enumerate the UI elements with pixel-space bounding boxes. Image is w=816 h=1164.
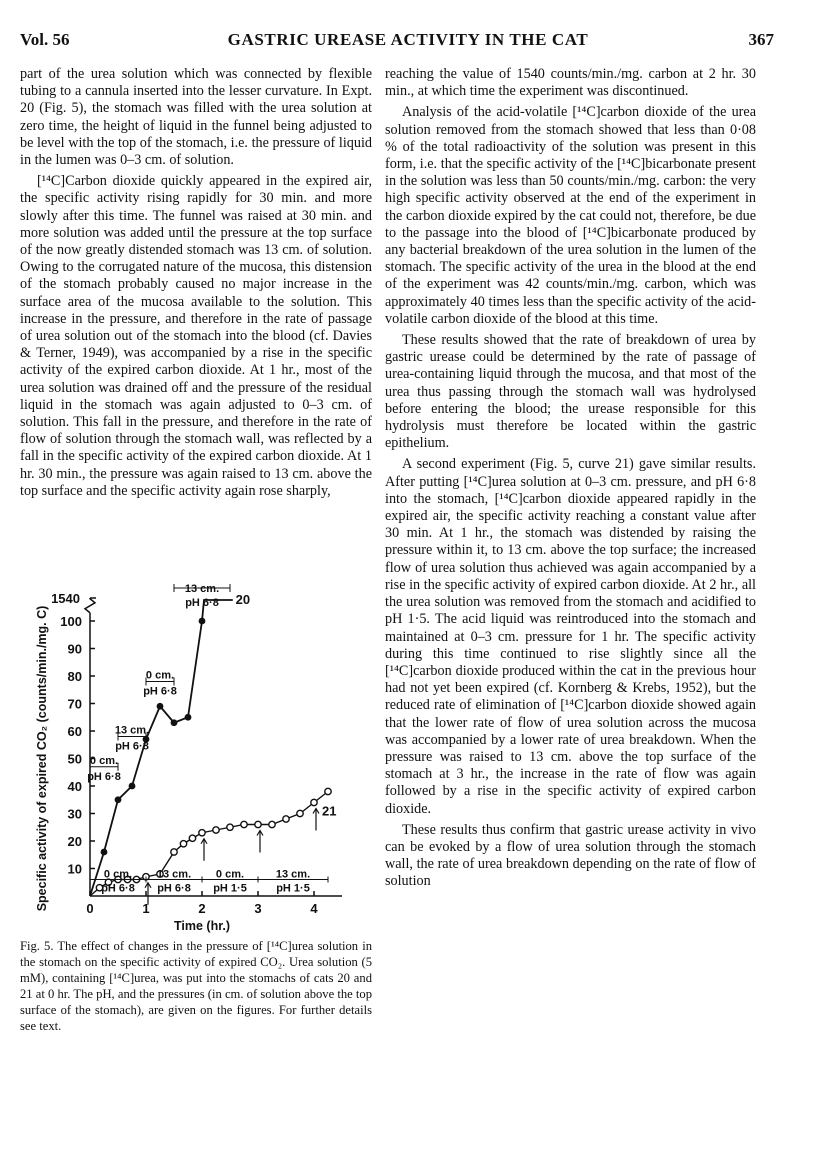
x-tick-label: 4 bbox=[310, 901, 318, 916]
left-column bbox=[20, 66, 372, 504]
annotation-20-pressure: 13 cm. bbox=[184, 583, 220, 595]
right-column bbox=[385, 66, 756, 895]
annotation-21-ph: pH 6·8 bbox=[157, 882, 191, 895]
series-21-point bbox=[189, 835, 195, 841]
series-21-point bbox=[297, 810, 303, 816]
paragraph: part of the urea solution which was connected by flexible tubing to a cannula inserted into the lesser curvature. In Expt. 20 (Fig. 5), the stomach was filled with the urea solution at zero time, the height of liquid in the funnel being adjusted to be level with the top of the stomach, i.e. the pressure of liquid in the lumen was 0–3 cm. of solution. bbox=[20, 66, 372, 169]
caption-text: Fig. 5. The effect of changes in the pressure of [¹⁴C]urea solution in the stomach on the specific activity of expired CO₂. Urea solution (5 mM), containing [¹⁴C]urea, was put into the stomachs of cats 20 and 21 at 0 hr. The pH, and the pressures (in cm. of solution above the top surface of the stomach), are given on the figures. For further details see text. bbox=[20, 939, 372, 1033]
annotation-21-pressure: 0 cm. bbox=[103, 868, 133, 881]
annotation-20-ph: pH 6·8 bbox=[185, 597, 219, 609]
series-20-point bbox=[157, 703, 164, 710]
y-tick-label: 40 bbox=[67, 779, 82, 794]
series-20-point bbox=[129, 783, 136, 790]
annotation-20-ph: pH 6·8 bbox=[115, 740, 149, 753]
annotation-20-pressure: 13 cm. bbox=[114, 724, 150, 737]
x-tick-label: 2 bbox=[198, 901, 206, 916]
annotation-20-ph: pH 6·8 bbox=[87, 770, 121, 783]
annotation-21-pressure: 0 cm. bbox=[215, 868, 245, 881]
series-20-line bbox=[90, 600, 233, 896]
series-21-point bbox=[171, 849, 177, 855]
paragraph: These results showed that the rate of breakdown of urea by gastric urease could be determined by the rate of passage of urea-containing liquid through the mucosa, and that most of the urea thus passing through the stomach wall was hydrolysed before entering the blood; the urease responsible for this hydrolysis must therefore be located within the gastric epithelium. bbox=[385, 332, 756, 452]
paragraph: reaching the value of 1540 counts/min./mg. carbon at 2 hr. 30 min., at which time the experiment was discontinued. bbox=[385, 66, 756, 100]
volume-number: Vol. 56 bbox=[20, 30, 70, 49]
y-break-label: 1540 bbox=[51, 591, 80, 606]
y-axis-break bbox=[85, 598, 95, 613]
series-21-point bbox=[227, 824, 233, 830]
y-tick-label: 10 bbox=[67, 861, 82, 877]
figure-5 bbox=[20, 578, 372, 934]
series-21-point bbox=[283, 816, 289, 822]
series-20-point bbox=[199, 618, 206, 625]
annotation-21-pressure: 13 cm. bbox=[275, 868, 311, 881]
running-title: GASTRIC UREASE ACTIVITY IN THE CAT bbox=[227, 30, 589, 49]
series-20-point bbox=[101, 849, 108, 856]
paragraph: Analysis of the acid-volatile [¹⁴C]carbon dioxide of the urea solution removed from the stomach showed that less than 0·08 % of the total radioactivity of the solution was present in this form, i.e. that the specific activity of the [¹⁴C]bicarbonate present in the solution was less than 50 counts/min./mg. carbon: the very high specific activity observed at the end of the experiment in the carbon dioxide expired by the cat could not, therefore, be due to the passage into the blood of [¹⁴C]bicarbonate produced by any bacterial breakdown of the urea solution in the lumen of the stomach. The specific activity of the urea in the blood at the end of the experiment was 42 counts/min./mg. carbon, which was approximately 40 times less than the specific activity of the acid-volatile carbon dioxide of the blood at this time. bbox=[385, 104, 756, 327]
y-tick-label: 30 bbox=[67, 806, 82, 822]
y-tick-label: 70 bbox=[67, 696, 82, 712]
paragraph: [¹⁴C]Carbon dioxide quickly appeared in the expired air, the specific activity rising rapidly for 30 min. and more slowly after this time. The funnel was raised at 30 min. and more solution was added until the pressure at the top surface of the now greatly distended stomach was 13 cm. of solution. Owing to the corrugated nature of the mucosa, this distension of the stomach probably caused no major increase in the surface area of the mucosa available to the solution. This increase in the pressure, and therefore in the rate of passage of urea solution out of the stomach into the blood (cf. Davies & Terner, 1949), was accompanied by a rise in the specific activity of the expired carbon dioxide. At 1 hr., most of the urea solution was drained off and the pressure of the residual liquid in the stomach was again adjusted to 0–3 cm. of solution. This fall in the pressure, and therefore in the rate of flow of solution through the stomach wall, was reflected by a fall in the specific activity of the expired carbon dioxide. At 1 hr. 30 min., the pressure was again raised to 13 cm. above the top surface and the specific activity again rose sharply, bbox=[20, 173, 372, 499]
figure-caption bbox=[20, 938, 372, 1034]
annotation-21-ph: pH 1·5 bbox=[213, 882, 247, 895]
chart-svg bbox=[20, 578, 372, 934]
series-21-point bbox=[255, 821, 261, 827]
series-20-point bbox=[115, 796, 122, 803]
y-tick-label: 60 bbox=[67, 724, 82, 739]
series-21-point bbox=[325, 788, 331, 794]
series-21-point bbox=[241, 821, 247, 827]
paragraph: These results thus confirm that gastric urease activity in vivo can be evoked by a flow of urea solution through the stomach wall, the rate of urea breakdown depending on the rate of flow of solution bbox=[385, 821, 756, 890]
series-21-label: 21 bbox=[322, 803, 337, 819]
annotation-20-ph: pH 6·8 bbox=[143, 685, 177, 698]
series-21-point bbox=[311, 799, 317, 805]
x-tick-label: 3 bbox=[254, 901, 262, 916]
y-tick-label: 100 bbox=[60, 614, 82, 629]
y-tick-label: 50 bbox=[67, 751, 82, 767]
y-axis-title: Specific activity of expired CO₂ (counts/min./mg. C) bbox=[35, 605, 49, 912]
series-20-point bbox=[171, 719, 178, 726]
series-20-label: 20 bbox=[235, 592, 251, 607]
y-tick-label: 20 bbox=[67, 834, 82, 849]
annotation-20-pressure: 0 cm. bbox=[89, 754, 119, 767]
series-21-point bbox=[269, 821, 275, 827]
paragraph: A second experiment (Fig. 5, curve 21) gave similar results. After putting [¹⁴C]urea solution at 0–3 cm. pressure, and pH 6·8 into the stomach, [¹⁴C]carbon dioxide appeared rapidly in the expired air, the specific activity reaching a constant value after 30 min. At 1 hr., the stomach was distended by raising the pressure within it, to 13 cm. above the top surface; the increased flow of urea solution thus achieved was again accompanied by a rise in the specific activity of expired carbon dioxide. At 2 hr., all the urea solution was removed from the stomach and acidified to pH 1·5. The acid liquid was reintroduced into the stomach and maintained at 0–3 cm. pressure for 1 hr. The specific activity during this time continued to rise slightly since all the [¹⁴C]carbon dioxide produced within the cat in the previous hour had not yet been expired (cf. Kornberg & Krebs, 1952), but the reduced rate of elimination of [¹⁴C]carbon dioxide showed again that the lower rate of flow of urea solution across the mucosa was accompanied by a lower rate of urea breakdown. When the pressure was raised to 13 cm. above the top surface of the stomach at 3 hr., the increase in the rate of flow was again followed by a rise in the specific activity of expired carbon dioxide. bbox=[385, 456, 756, 817]
annotation-21-ph: pH 6·8 bbox=[101, 882, 135, 895]
annotation-21-pressure: 13 cm. bbox=[156, 868, 192, 881]
series-21-point bbox=[180, 841, 186, 847]
x-axis-title: Time (hr.) bbox=[173, 919, 231, 933]
series-20-point bbox=[185, 714, 192, 721]
series-21-point bbox=[199, 830, 205, 836]
x-tick-label: 0 bbox=[86, 901, 94, 916]
y-tick-label: 90 bbox=[67, 641, 82, 657]
x-tick-label: 1 bbox=[142, 901, 150, 916]
series-21-point bbox=[213, 827, 219, 833]
page-number: 367 bbox=[748, 30, 774, 49]
y-tick-label: 80 bbox=[67, 669, 82, 684]
annotation-20-pressure: 0 cm. bbox=[145, 669, 175, 682]
annotation-21-ph: pH 1·5 bbox=[276, 882, 310, 895]
page-header bbox=[20, 30, 796, 62]
